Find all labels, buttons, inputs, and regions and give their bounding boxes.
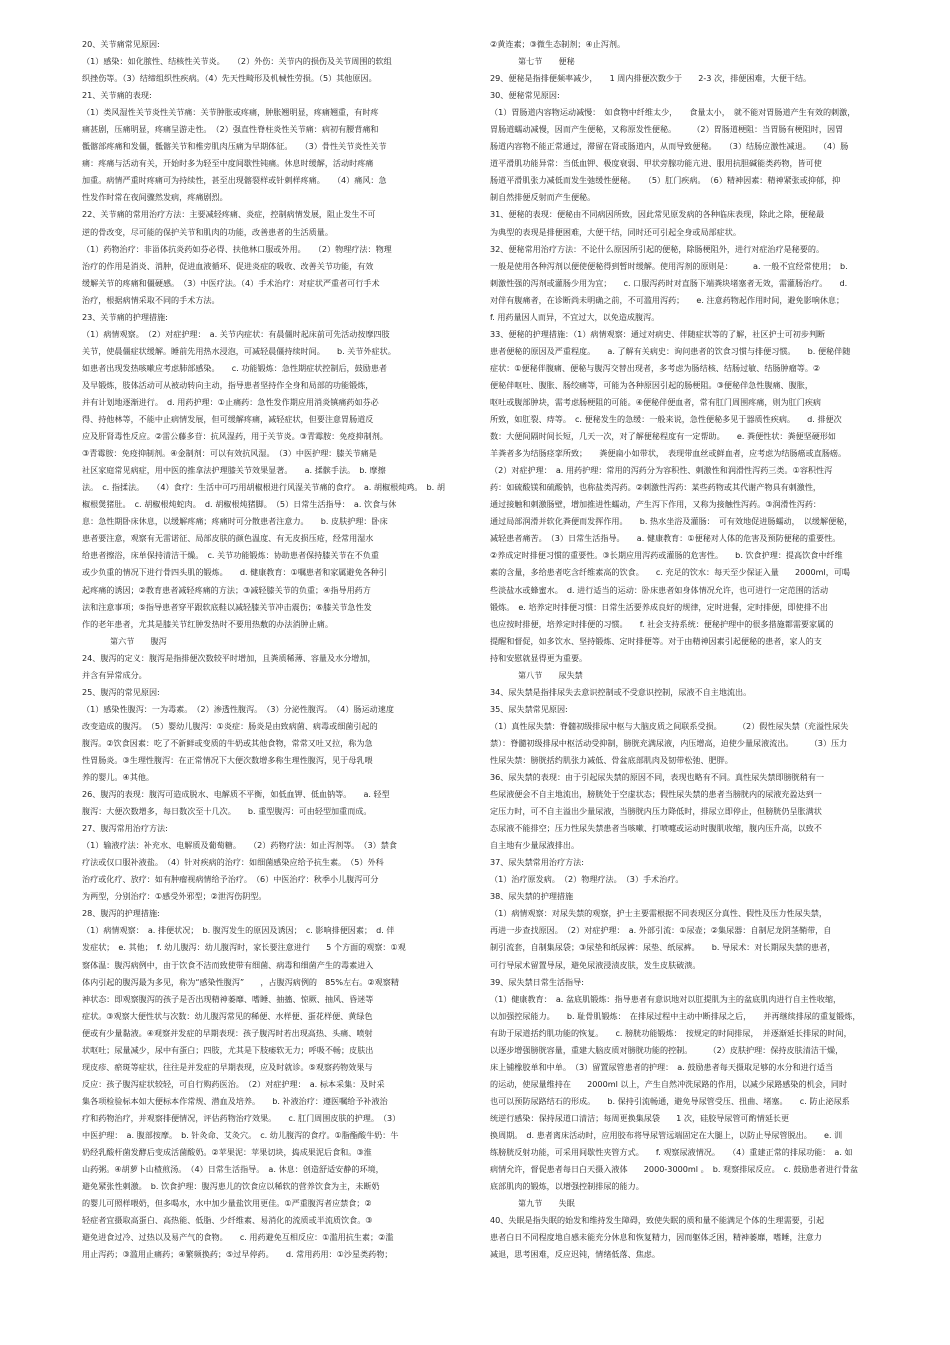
text-line: （1）胃肠道内容物运动减慢： 如食物中纤维太少， 食量太小， 就不能对胃肠道产生有效的刺激， [490, 107, 856, 118]
text-line: 28、腹泻的护理措施: [82, 908, 160, 919]
text-line: 得、持他林等，不能中止病情发展，但可缓解疼痛，减轻症状，但要注意胃肠道反 [82, 414, 374, 425]
text-line: 对伴有腹痛者，在诊断尚未明确之前，不可滥用泻药； e. 注意药物起作用时间，避免影响休息； [490, 294, 845, 305]
text-line: 为典型的表现是排便困难，大便干结，同时还可引起全身或局部症状。 [490, 226, 741, 237]
text-line: 锻炼。 e. 培养定时排便习惯：日常生活要养成良好的规律，定时进餐，定时排便，即使排不出 [490, 601, 828, 612]
section-heading: 第九节 失眠 [518, 1198, 575, 1209]
left-text-column [82, 36, 480, 1326]
text-line: （1）病情观察：对尿失禁的观察，护士主要需根据不同表现区分真性、假性及压力性尿失禁， [490, 908, 827, 919]
text-line: 山药粥。④胡萝卜山楂煎汤。 （4）日常生活指导。 a. 休息：创造舒适安静的环境， [82, 1164, 384, 1175]
text-line: 如患者出现发热咳嗽应考虑肺部感染。 c. 功能锻炼：急性期症状控制后，鼓励患者 [82, 362, 388, 373]
text-line: 或少负重的情况下进行骨四头肌的锻炼。 d. 健康教育：①嘱患者和家属避免各种引 [82, 567, 387, 578]
text-line: 作的老年患者，尤其是膝关节红肿发热时不要用热敷的办法消肿止痛。 [82, 618, 333, 629]
text-line: 痛：疼痛与活动有关，开始时多为轻至中度间歇性钝痛。休息时缓解，活动时疼痛 [82, 158, 374, 169]
text-line: 底部肌肉的锻炼，以增强控制排尿的能力。 [490, 1181, 644, 1192]
text-line: 些淡盐水或蜂蜜水。 d. 进行适当的运动：卧床患者如身体情况允许，也可进行一定范围的活动 [490, 584, 829, 595]
text-line: 制引流套，自制集尿袋；③尿垫和纸尿裤：尿垫、纸尿裤。 b. 导尿术：对长期尿失禁的患者， [490, 942, 836, 953]
text-line: 换周期。 d. 患者离床活动时，应用胶布将导尿管远端固定在大腿上，以防止导尿管脱出。 e. 训 [490, 1130, 843, 1140]
text-line: 练膀胱反射功能，可采用间歇性夹管方式。 f. 观察尿液情况。 （4）重建正常的排尿功能： a. 如 [490, 1147, 853, 1158]
text-line: 通过接触和刺激肠壁，增加推进性蠕动，产生泻下作用，又称为接触性泻药。③润滑性泻药： [490, 499, 822, 510]
text-line: 24、腹泻的定义：腹泻是指排便次数较平时增加，且粪质稀薄、容量及水分增加， [82, 652, 376, 663]
text-line: 避免进食过冷、过热以及易产气的食物。 c. 用药避免互相反应：①滥用抗生素；②滥 [82, 1232, 394, 1243]
text-line: 加重。病情严重时疼痛可为持续性，甚至出现髂裂样或针刺样疼痛。 （4）痛风：急 [82, 175, 387, 186]
text-line: （1）治疗原发病。 （2）物理疗法。 （3）手术治疗。 [490, 874, 684, 885]
text-line: 椒根煲猪肚。 c. 胡椒根炖蛇肉。 d. 胡椒根炖猪脚。 （5）日常生活指导： a. 饮食与休 [82, 499, 397, 510]
text-line: 也应按时排便，培养定时排便的习惯。 f. 社会支持系统：便秘护理中的很多措施都需要家属的 [490, 618, 834, 629]
text-line: 也可以预防尿路结石的形成。 b. 保持引流畅通，避免导尿管受压、扭曲、堵塞。 c. 防止泌尿系 [490, 1095, 850, 1106]
text-line: （1）健康教育： a. 盆底肌锻炼：指导患者有意识地对以肛提肌为主的盆底肌肉进行自主性收缩， [490, 993, 842, 1004]
text-line: 症状。③观察大便性状与次数：幼儿腹泻常见的稀便、水样便、蛋花样便、黄绿色 [82, 1010, 373, 1021]
text-line: 集各项检验标本如大便标本作常规、潜血及培养。 b. 补液治疗：遵医嘱给予补液治 [82, 1095, 388, 1106]
text-line: 并含有异常成分。 [82, 669, 147, 680]
text-line: （1）药物治疗：非甾体抗炎药如芬必得、扶他林口服或外用。 （2）物理疗法：物理 [82, 243, 392, 254]
text-line: ②黄连素；③微生态制剂；④止泻剂。 [490, 39, 626, 49]
text-line: 疗法或仅口服补液盐。 （4）针对疾病的治疗：如细菌感染应给予抗生素。 （5）外科 [82, 857, 384, 868]
text-line: 应及肝肾毒性反应。②雷公藤多苷：抗风湿药，用于关节炎。③青霉胺：免疫抑制剂。 [82, 431, 388, 442]
text-line: 道平滑肌功能异常：当低血钾、极度衰弱、甲状旁腺功能亢进、服用抗胆碱能类药物，皆可使 [490, 158, 822, 169]
text-line: 养的婴儿。④其他。 [82, 772, 155, 783]
text-line: 通过局部润滑并软化粪便而发挥作用。 b. 热水坐浴及灌肠： 可有效地促进肠蠕动， 以缓解便秘， [490, 516, 853, 527]
text-line: 34、尿失禁是指排尿失去意识控制或不受意识控制，尿液不自主地流出。 [490, 686, 752, 697]
text-line: 36、尿失禁的表现：由于引起尿失禁的原因不同，表现也略有不同。真性尿失禁即膀胱稍有一 [490, 772, 825, 783]
text-line: 的婴儿可照样喂奶，但多喝水，水中加少量盐饮用更佳。①严重腹泻者应禁食；② [82, 1198, 372, 1209]
text-line: 息：急性期卧床休息，以缓解疼痛；疼痛时可分散患者注意力。 b. 皮肤护理：卧床 [82, 516, 388, 527]
text-line: 便秘伴呕吐、腹胀、肠绞痛等，可能为各种原因引起的肠梗阻。③便秘伴急性腹痛、腹胀， [490, 379, 813, 390]
text-line: 性尿失禁：膀胱括约肌张力减低、骨盆底部肌肉及韧带松弛、肥胖。 [490, 754, 733, 765]
text-line: 23、关节痛的护理措施: [82, 311, 168, 322]
text-line: （1）输液疗法：补充水、电解质及葡萄糖。 （2）药物疗法：如止泻剂等。 （3）禁食 [82, 840, 397, 851]
text-line: 症状：①便秘伴腹痛、便秘与腹泻交替出现者，多考虑为肠结核、结肠过敏、结肠肿瘤等。② [490, 362, 821, 373]
text-line: 缓解关节的疼痛和僵硬感。 （3）中医疗法。（4）手术治疗：对症状严重者可行手术 [82, 277, 380, 288]
text-line: 羊粪者多为结肠痉挛所致； 粪便扁小如带状， 表现带血丝或鲜血者，应考虑为结肠癌或直肠癌。 [490, 448, 847, 459]
text-line: （1）病情观察。 （2）对症护理： a. 关节内症状：有晨僵时起床前可先活动按摩四肢 [82, 328, 390, 339]
text-line: 腹泻。②饮食因素：吃了不新鲜或变质的牛奶或其他食物，常常又吐又拉，称为急 [82, 737, 373, 748]
text-line: 可行导尿术留置导尿，避免尿液浸渍皮肤，发生皮肤破溃。 [490, 959, 701, 970]
text-line: 社区家庭常见病症，用中医的推拿法护理膝关节效果显著。 a. 揉髌手法。 b. 摩擦 [82, 465, 386, 476]
text-line: 发症状； e. 其他； f. 幼儿腹泻：幼儿腹泻时，家长要注意进行 5 个方面的观察：①观 [82, 942, 406, 953]
text-line: 中医护理： a. 腹部按摩。 b. 针灸命、艾灸穴。 c. 幼儿腹泻的食疗。①脂酯酸牛奶：牛 [82, 1130, 399, 1140]
text-line: 27、腹泻常用治疗方法: [82, 823, 168, 834]
text-line: 以逐步增强膀胱容量，重建大脑皮质对膀胱功能的控制。 （2）皮肤护理：保持皮肤清洁干燥， [490, 1044, 844, 1055]
text-line: 患者白日不同程度地自感未能充分休息和恢复精力，因而躯体乏困，精神萎靡，嗜睡，注意力 [490, 1232, 822, 1243]
text-line: 胃肠道蠕动减慢，因而产生便秘，又称原发性便秘。 （2）胃肠道梗阻：当胃肠有梗阻时，因胃 [490, 124, 844, 135]
text-line: （1）感染：如化脓性、结核性关节炎。 （2）外伤：关节内的损伤及关节周围的软组 [82, 56, 392, 67]
text-line: 奶经乳酸杆菌发酵后变成活菌酸奶。②苹果泥：苹果切块，捣成果泥后食和。③淮 [82, 1147, 372, 1158]
text-line: 性发作时常在夜间骤然发病，疼痛剧烈。 [82, 192, 228, 203]
text-line: （1）感染性腹泻：一为毒素。 （2）渗透性腹泻。 （3）分泌性腹泻。 （4）肠运动速度 [82, 703, 394, 714]
text-line: 腹泻：大便次数增多，每日数次至十几次。 b. 重型腹泻：可由轻型加重而成。 [82, 806, 372, 817]
text-line: 关节，使晨僵症状缓解。睡前先用热水浸泡，可减轻晨僵持续时间。 b. 关节外症状。 [82, 345, 396, 356]
text-line: 33、便秘的护理措施：（1）病情观察：通过对病史、伴随症状等的了解，社区护士可初步判断 [490, 328, 826, 339]
text-line: （2）对症护理： a. 用药护理：常用的泻药分为容积性、刺激性和润滑性泻药三类。①容积性泻 [490, 465, 833, 476]
text-line: 逆的骨改变，尽可能的保护关节和肌肉的功能，改善患者的生活质量。 [82, 226, 333, 237]
text-line: （1）病情观察： a. 排便状况； b. 腹泻发生的原因及诱因； c. 影响排便因素； d. 伴 [82, 925, 395, 936]
text-line: 制自然排便反射而产生便秘。 [490, 192, 596, 203]
text-line: 持和安慰就显得更为重要。 [490, 652, 588, 663]
text-line: 法。 c. 指揉法。 （4）食疗：生活中可巧用胡椒根进行风湿关节痛的食疗。 a. 胡椒根炖鸡。 b. 胡 [82, 482, 445, 493]
text-line: 状呕吐；尿量减少，尿中有蛋白；四肢，尤其是下肢痿软无力；呼吸不畅；皮肤出 [82, 1044, 374, 1055]
text-line: 起疼痛的诱因；②教育患者减轻疼痛的方法；③减轻膝关节的负重；④指导用药方 [82, 584, 371, 595]
text-line: 30、便秘常见原因: [490, 90, 560, 101]
section-heading: 第六节 腹泻 [110, 635, 167, 646]
text-line: 37、尿失禁常用治疗方法: [490, 857, 584, 868]
text-line: ②养成定时排便习惯的重要性。③长期应用泻药或灌肠的危害性。 b. 饮食护理：提高饮食中纤维 [490, 550, 843, 561]
text-line: 药：如硫酸镁和硫酸钠，也称盐类泻药。②刺激性泻药：某些药物或其代谢产物具有刺激性， [490, 482, 822, 493]
text-line: 态尿液不能排空；压力性尿失禁患者当咳嗽、打喷嚏或运动时腹肌收缩，腹内压升高，以致不 [490, 823, 822, 834]
text-line: 减退，思考困难，反应迟钝，情绪低落、焦虑。 [490, 1249, 660, 1260]
text-line: 一般是使用各种泻剂以便使便秘得到暂时缓解。使用泻剂的原则是： a. 一般不宜经常使用； b. [490, 260, 848, 271]
text-line: （1）真性尿失禁：脊髓初级排尿中枢与大脑皮质之间联系受损。 （2）假性尿失禁（充溢性尿失 [490, 720, 849, 731]
text-line: 减轻患者痛苦。 （3）日常生活指导。 a. 健康教育：①便秘对人体的危害及预防便秘的重要性。 [490, 533, 841, 544]
text-line: 35、尿失禁常见原因: [490, 703, 568, 714]
text-line: 些尿液便会不自主地流出，膀胱处于空虚状态；假性尿失禁的患者当膀胱内的尿液充盈达到一 [490, 789, 822, 800]
text-line: 素的含量，多给患者吃含纤维素高的饮食。 c. 充足的饮水：每天至少保证入量 2000ml，可喝 [490, 567, 851, 578]
text-line: 治疗的作用是消炎、消肿，促进血液循环、促进炎症的吸收、改善关节功能，有效 [82, 260, 374, 271]
text-line: 给患者擦浴，床单保持清洁干燥。 c. 关节功能锻炼：协助患者保持膝关节在不负重 [82, 550, 379, 561]
text-line: 39、尿失禁日常生活指导: [490, 976, 584, 987]
text-line: f. 用药量因人而异，不宜过大，以免造成腹泻。 [490, 311, 660, 322]
text-line: 床上铺橡胶单和中单。 （3）留置尿管患者的护理： a. 鼓励患者每天摄取足够的水分和进行适当 [490, 1061, 834, 1072]
text-line: 反应：孩子腹泻症状较轻，可自行购药医治。 （2）对症护理： a. 标本采集：及时采 [82, 1078, 385, 1089]
text-line: 32、便秘常用治疗方法：不论什么原因所引起的便秘，除肠梗阻外，进行对症治疗是秘要的。 [490, 243, 825, 254]
text-line: 轻症者宜摄取高蛋白、高热能、低脂、少纤维素、易消化的流质或半流质饮食。③ [82, 1215, 373, 1226]
text-line: 织挫伤等。（3）结缔组织性疾病。（4）先天性畸形及机械性劳损。（5）其他原因。 [82, 73, 377, 84]
text-line: 现皮疹、瘀斑等症状，往往是并发症的早期表现，应及时就诊。⑤观察药物效果与 [82, 1061, 373, 1072]
text-line: 察体温：腹泻病例中，由于饮食不洁而致使带有细菌、病毒和细菌产生的毒素进入 [82, 959, 374, 970]
text-line: 并有计划地逐渐进行。 d. 用药护理：①止痛药：急性发作期应用消炎镇痛药如芬必 [82, 396, 379, 407]
text-line: 刺激性强的泻剂或灌肠少用为宜； c. 口服泻药时对直肠下端粪块堵塞者无效，需灌肠治疗。 d. [490, 277, 848, 288]
text-line: 性胃肠炎。③生理性腹泻：在正常情况下大便次数增多称生理性腹泻，见于母乳喂 [82, 754, 373, 765]
text-line: 及早锻炼，肢体活动可从被动转向主动，指导患者坚持作全身和局部的功能锻炼， [82, 379, 374, 390]
text-line: 治疗，根据病情采取不同的手术方法。 [82, 294, 220, 305]
text-line: 神状态：即观察腹泻的孩子是否出现精神萎靡、嗜睡、抽搐、惊厥、抽风、昏迷等 [82, 993, 374, 1004]
text-line: 的运动，使尿量维持在 2000ml 以上，产生自然冲洗尿路的作用，以减少尿路感染的机会，同时 [490, 1078, 848, 1089]
text-line: 避免紧张性刺激。 b. 饮食护理：腹泻患儿的饮食应以稀软的营养饮食为主，未断奶 [82, 1181, 380, 1192]
text-line: 法和注意事项；⑤指导患者穿平跟软底鞋以减轻膝关节冲击震伤；⑥膝关节急性发 [82, 601, 372, 612]
text-line: 提醒和督促，如多饮水、坚持锻炼、定时排便等。对于由精神因素引起便秘的患者，家人的支 [490, 635, 822, 646]
text-line: 40、失眠是指失眠的始发和维持发生障碍，致使失眠的质和量不能满足个体的生理需要，引起 [490, 1215, 825, 1226]
text-line: 禁）：脊髓初级排尿中枢活动受抑制，膀胱充满尿液，内压增高，迫使少量尿液流出。 （3）压力 [490, 737, 848, 748]
text-line: 25、腹泻的常见原因: [82, 686, 160, 697]
text-line: 29、便秘是指排便频率减少， 1 周内排便次数少于 2-3 次，排便困难，大便干结。 [490, 73, 812, 84]
text-line: 患者要注意，观察有无雷诺征、局部皮肤的颜色温度、有无皮损压疮，经常用湿水 [82, 533, 374, 544]
text-line: 统逆行感染：保持尿道口清洁；每周更换集尿袋 1 次，硅胶导尿管可酌情延长更 [490, 1112, 790, 1123]
text-line: ③青霉胺：免疫抑制剂。④金制剂：可以有效抗风湿。 （3）中医护理：膝关节痛是 [82, 448, 377, 459]
right-text-column [490, 36, 888, 1326]
text-line: 自主地有少量尿液排出。 [490, 840, 580, 851]
text-line: 以加强控尿能力。 b. 耻骨肌锻炼： 在排尿过程中主动中断排尿之后， 并再继续排尿的重复锻炼， [490, 1010, 861, 1021]
text-line: 疗和药物治疗，并观察排便情况，评估药物治疗效果。 c. 肛门周围皮肤的护理。 （3） [82, 1112, 401, 1123]
text-line: 体内引起的腹泻最为多见，称为“感染性腹泻” ，占腹泻病例的 85%左右。②观察精 [82, 976, 399, 987]
text-line: 数：大便间隔时间长短，几天一次，对了解便秘程度有一定帮助。 e. 粪便性状：粪便坚硬形如 [490, 431, 837, 442]
text-line: 用止泻药；③滥用止痛药；④繁频换药；⑤过早停药。 d. 常用药用：①沙星类药物； [82, 1249, 393, 1260]
text-line: 为两型，分别治疗：①感受外邪型；②泄泻伤阴型。 [82, 891, 267, 902]
text-line: 病情允许，督促患者每日白天摄入液体 2000-3000ml 。 b. 观察排尿反应。 c. 鼓励患者进行骨盆 [490, 1164, 859, 1175]
section-heading: 第七节 便秘 [518, 56, 575, 67]
text-line: 38、尿失禁的护理措施 [490, 891, 574, 902]
section-heading: 第八节 尿失禁 [518, 669, 583, 680]
text-line: 改变造成的腹泻。 （5）婴幼儿腹泻：①炎症：肠炎是由致病菌、病毒或细菌引起的 [82, 720, 378, 731]
text-line: 再进一步查找原因。 （2）对症护理： a. 外部引流：①尿壶；②集尿器：自制尼龙阴茎鞘带，自 [490, 925, 832, 936]
text-line: 有助于尿道括约肌功能的恢复。 c. 膀胱功能锻炼： 按规定的时间排尿， 并逐渐延长排尿的时间， [490, 1027, 852, 1038]
text-line: 31、便秘的表现：便秘由不同病因所致，因此常见原发病的各种临床表现，除此之除，便秘最 [490, 209, 825, 220]
text-line: 治疗或化疗、放疗：如有肿瘤视病情给予治疗。 （6）中医治疗：秋季小儿腹泻可分 [82, 874, 379, 885]
text-line: 痛甚剧，压痛明显，疼痛呈游走性。 （2）强直性脊柱炎性关节痛：病初有腰背痛和 [82, 124, 379, 135]
text-line: 22、关节痛的常用治疗方法：主要减轻疼痛、炎症，控制病情发展，阻止发生不可 [82, 209, 376, 220]
text-line: 26、腹泻的表现：腹泻可造成脱水、电解质不平衡，如低血钾、低血钠等。 a. 轻型 [82, 789, 390, 800]
text-line: 患者便秘的原因及严重程度。 a. 了解有关病史：询问患者的饮食习惯与排便习惯。 b. 便秘伴随 [490, 345, 851, 356]
text-line: 呕吐或腹部肿块，需考虑肠梗阻的可能。④便秘伴便血者，常有肛门周围疼痛，则为肛门疾病 [490, 396, 822, 407]
text-line: 21、关节痛的表现: [82, 90, 152, 101]
text-line: 骶髂部疼痛和发僵，骶髂关节和椎旁肌肉压痛为早期体征。 （3）骨性关节炎性关节 [82, 141, 387, 152]
text-line: （1）类风湿性关节炎性关节痛：关节肿胀或疼痛，肿胀翘明显，疼痛翘重，有时疼 [82, 107, 379, 118]
text-line: 定压力时，可不自主溢出少量尿液，当膀胱内压力降低时，排尿立即停止，但膀胱仍呈胀满状 [490, 806, 822, 817]
text-line: 20、关节痛常见原因: [82, 39, 160, 49]
text-line: 所致，如肛裂、痔等。 c. 便秘发生的急缓：一般来说，急性便秘多见于器质性疾病。 d. 排便次 [490, 414, 842, 425]
text-line: 肠道内容物不能正常通过，滞留在肾或肠道内，从而导致便秘。 （3）结肠应激性减退。 （4）肠 [490, 141, 849, 152]
text-line: 便或有少量黏液。④观察并发症的早期表现：孩子腹泻时若出现高热、头痛、喷射 [82, 1027, 373, 1038]
text-line: 肠道平滑肌张力减低而发生弛缓性便秘。 （5）肛门疾病。 （6）精神因素：精神紧张或抑郁，抑 [490, 175, 841, 186]
